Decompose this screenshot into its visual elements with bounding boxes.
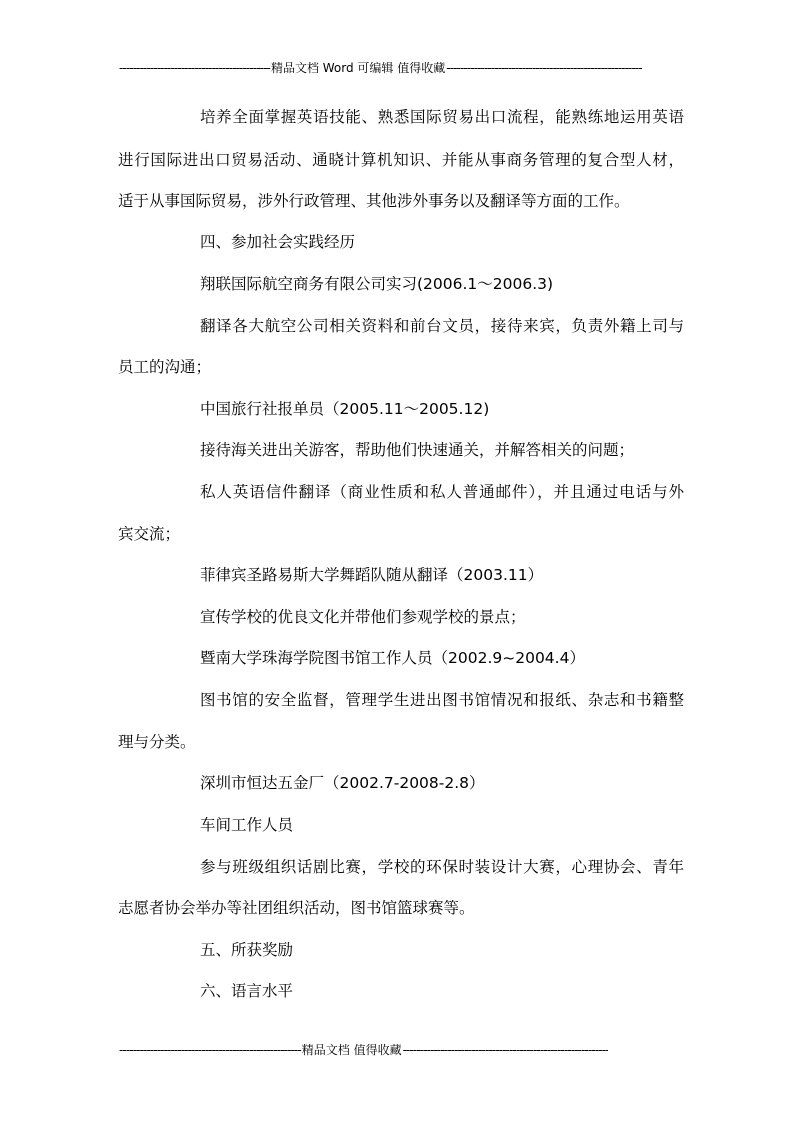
body-line: 车间工作人员 [200, 816, 294, 834]
footer-rule-left: ----------------------------------------------------- [119, 1043, 301, 1057]
body-line: 志愿者协会举办等社团组织活动，图书馆篮球赛等。 [118, 899, 475, 917]
body-line: 接待海关进出关游客，帮助他们快速通关，并解答相关的问题； [200, 441, 635, 459]
experience-title: 菲律宾圣路易斯大学舞蹈队随从翻译（2003.11） [200, 566, 544, 584]
body-line: 私人英语信件翻译（商业性质和私人普通邮件），并且通过电话与外 [200, 483, 684, 501]
section-heading: 六、语言水平 [200, 982, 294, 1000]
section-heading: 五、所获奖励 [200, 941, 294, 959]
body-line: 参与班级组织话剧比赛，学校的环保时装设计大赛，心理协会、青年 [200, 858, 684, 876]
body-line: 图书馆的安全监督，管理学生进出图书馆情况和报纸、杂志和书籍整 [200, 691, 684, 709]
section-heading: 四、参加社会实践经历 [200, 233, 356, 251]
experience-title: 暨南大学珠海学院图书馆工作人员（2002.9~2004.4） [200, 649, 585, 667]
body-line: 理与分类。 [118, 733, 196, 751]
footer-rule-right: ------------------------------------------------------------ [402, 1043, 609, 1057]
body-line: 翻译各大航空公司相关资料和前台文员，接待来宾，负责外籍上司与 [200, 317, 684, 335]
body-line: 培养全面掌握英语技能、熟悉国际贸易出口流程，能熟练地运用英语 [200, 108, 684, 126]
header-text: 精品文档 Word 可编辑 值得收藏 [270, 61, 446, 75]
body-line: 宾交流； [118, 525, 181, 543]
header-rule-right: --------------------------------------------------------- [446, 61, 642, 75]
body-line: 适于从事国际贸易，涉外行政管理、其他涉外事务以及翻译等方面的工作。 [118, 192, 630, 210]
footer-text: 精品文档 值得收藏 [301, 1043, 402, 1057]
body-line: 进行国际进出口贸易活动、通晓计算机知识、并能从事商务管理的复合型人材， [118, 151, 684, 169]
body-line: 宣传学校的优良文化并带他们参观学校的景点； [200, 608, 526, 626]
body-line: 员工的沟通； [118, 358, 212, 376]
page-footer [119, 1043, 608, 1057]
experience-title: 中国旅行社报单员（2005.11～2005.12) [200, 400, 490, 418]
experience-title: 翔联国际航空商务有限公司实习(2006.1～2006.3) [200, 275, 554, 293]
experience-title: 深圳市恒达五金厂（2002.7-2008-2.8） [200, 774, 485, 792]
header-rule-left: -------------------------------------------- [119, 61, 270, 75]
page-header [119, 61, 642, 75]
